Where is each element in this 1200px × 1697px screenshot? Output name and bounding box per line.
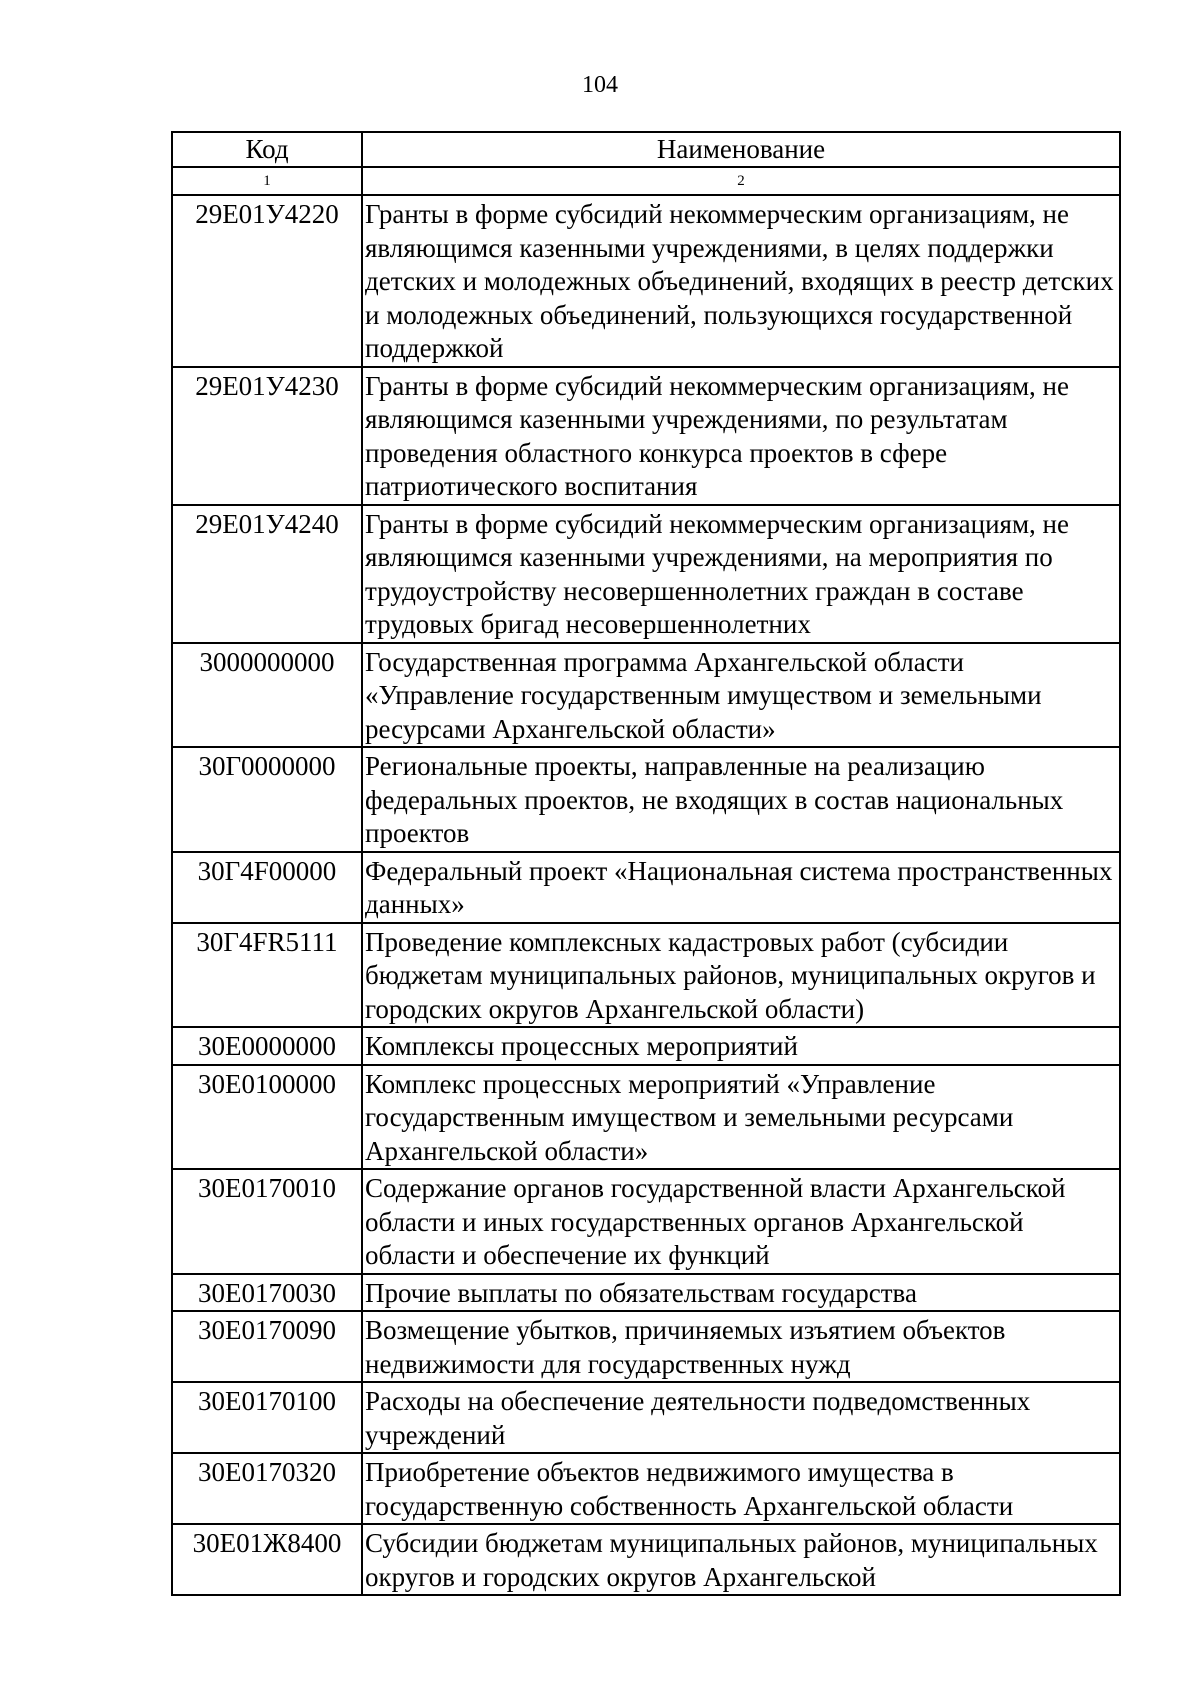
table-row bbox=[172, 1382, 1120, 1453]
table-row bbox=[172, 1311, 1120, 1382]
column-index-code: 1 bbox=[172, 167, 362, 195]
row-name: Комплекс процессных мероприятий «Управление государственным имуществом и земельными ресурсами Архангельской области» bbox=[362, 1065, 1120, 1170]
row-code: 30Е0170090 bbox=[172, 1311, 362, 1382]
table-row bbox=[172, 505, 1120, 643]
column-index-name: 2 bbox=[362, 167, 1120, 195]
row-code: 30Е0000000 bbox=[172, 1027, 362, 1065]
row-name: Прочие выплаты по обязательствам государства bbox=[362, 1274, 1120, 1312]
row-code: 30Е0170010 bbox=[172, 1169, 362, 1274]
row-name: Комплексы процессных мероприятий bbox=[362, 1027, 1120, 1065]
header-name: Наименование bbox=[362, 132, 1120, 167]
table-row bbox=[172, 923, 1120, 1028]
row-name: Приобретение объектов недвижимого имущества в государственную собственность Архангельской области bbox=[362, 1453, 1120, 1524]
row-name: Гранты в форме субсидий некоммерческим организациям, не являющимся казенными учреждениями, на мероприятия по трудоустройству несовершеннолетних граждан в составе трудовых бригад несовершеннолетних bbox=[362, 505, 1120, 643]
column-index-row bbox=[172, 167, 1120, 195]
table-row bbox=[172, 1169, 1120, 1274]
row-name: Федеральный проект «Национальная система пространственных данных» bbox=[362, 852, 1120, 923]
row-name: Расходы на обеспечение деятельности подведомственных учреждений bbox=[362, 1382, 1120, 1453]
table-row bbox=[172, 367, 1120, 505]
row-name: Гранты в форме субсидий некоммерческим организациям, не являющимся казенными учреждениями, в целях поддержки детских и молодежных объединений, входящих в реестр детских и молодежных объединений, пользующихся государственной поддержкой bbox=[362, 195, 1120, 367]
row-name: Региональные проекты, направленные на реализацию федеральных проектов, не входящих в состав национальных проектов bbox=[362, 747, 1120, 852]
row-name: Субсидии бюджетам муниципальных районов, муниципальных округов и городских округов Архангельской bbox=[362, 1524, 1120, 1595]
table-row bbox=[172, 1453, 1120, 1524]
row-name: Содержание органов государственной власти Архангельской области и иных государственных органов Архангельской области и обеспечение их функций bbox=[362, 1169, 1120, 1274]
header-code: Код bbox=[172, 132, 362, 167]
page-number: 104 bbox=[582, 72, 618, 98]
row-name: Возмещение убытков, причиняемых изъятием объектов недвижимости для государственных нужд bbox=[362, 1311, 1120, 1382]
table-header-row bbox=[172, 132, 1120, 167]
table-row bbox=[172, 747, 1120, 852]
row-code: 30Г0000000 bbox=[172, 747, 362, 852]
row-code: 30Е0170100 bbox=[172, 1382, 362, 1453]
row-code: 30Е0100000 bbox=[172, 1065, 362, 1170]
row-code: 29Е01У4230 bbox=[172, 367, 362, 505]
table-row bbox=[172, 1065, 1120, 1170]
row-code: 30Е01Ж8400 bbox=[172, 1524, 362, 1595]
row-code: 30Е0170030 bbox=[172, 1274, 362, 1312]
row-code: 29Е01У4220 bbox=[172, 195, 362, 367]
table-row bbox=[172, 195, 1120, 367]
row-name: Гранты в форме субсидий некоммерческим организациям, не являющимся казенными учреждениями, по результатам проведения областного конкурса проектов в сфере патриотического воспитания bbox=[362, 367, 1120, 505]
row-code: 3000000000 bbox=[172, 643, 362, 748]
table-row bbox=[172, 1027, 1120, 1065]
row-code: 29Е01У4240 bbox=[172, 505, 362, 643]
table-row bbox=[172, 643, 1120, 748]
row-name: Государственная программа Архангельской области «Управление государственным имуществом и земельными ресурсами Архангельской области» bbox=[362, 643, 1120, 748]
table-row bbox=[172, 1274, 1120, 1312]
table-row bbox=[172, 852, 1120, 923]
row-code: 30Г4FR5111 bbox=[172, 923, 362, 1028]
row-code: 30Г4F00000 bbox=[172, 852, 362, 923]
row-code: 30Е0170320 bbox=[172, 1453, 362, 1524]
row-name: Проведение комплексных кадастровых работ (субсидии бюджетам муниципальных районов, муниципальных округов и городских округов Архангельской области) bbox=[362, 923, 1120, 1028]
table-row bbox=[172, 1524, 1120, 1595]
budget-classification-table bbox=[171, 131, 1121, 1596]
